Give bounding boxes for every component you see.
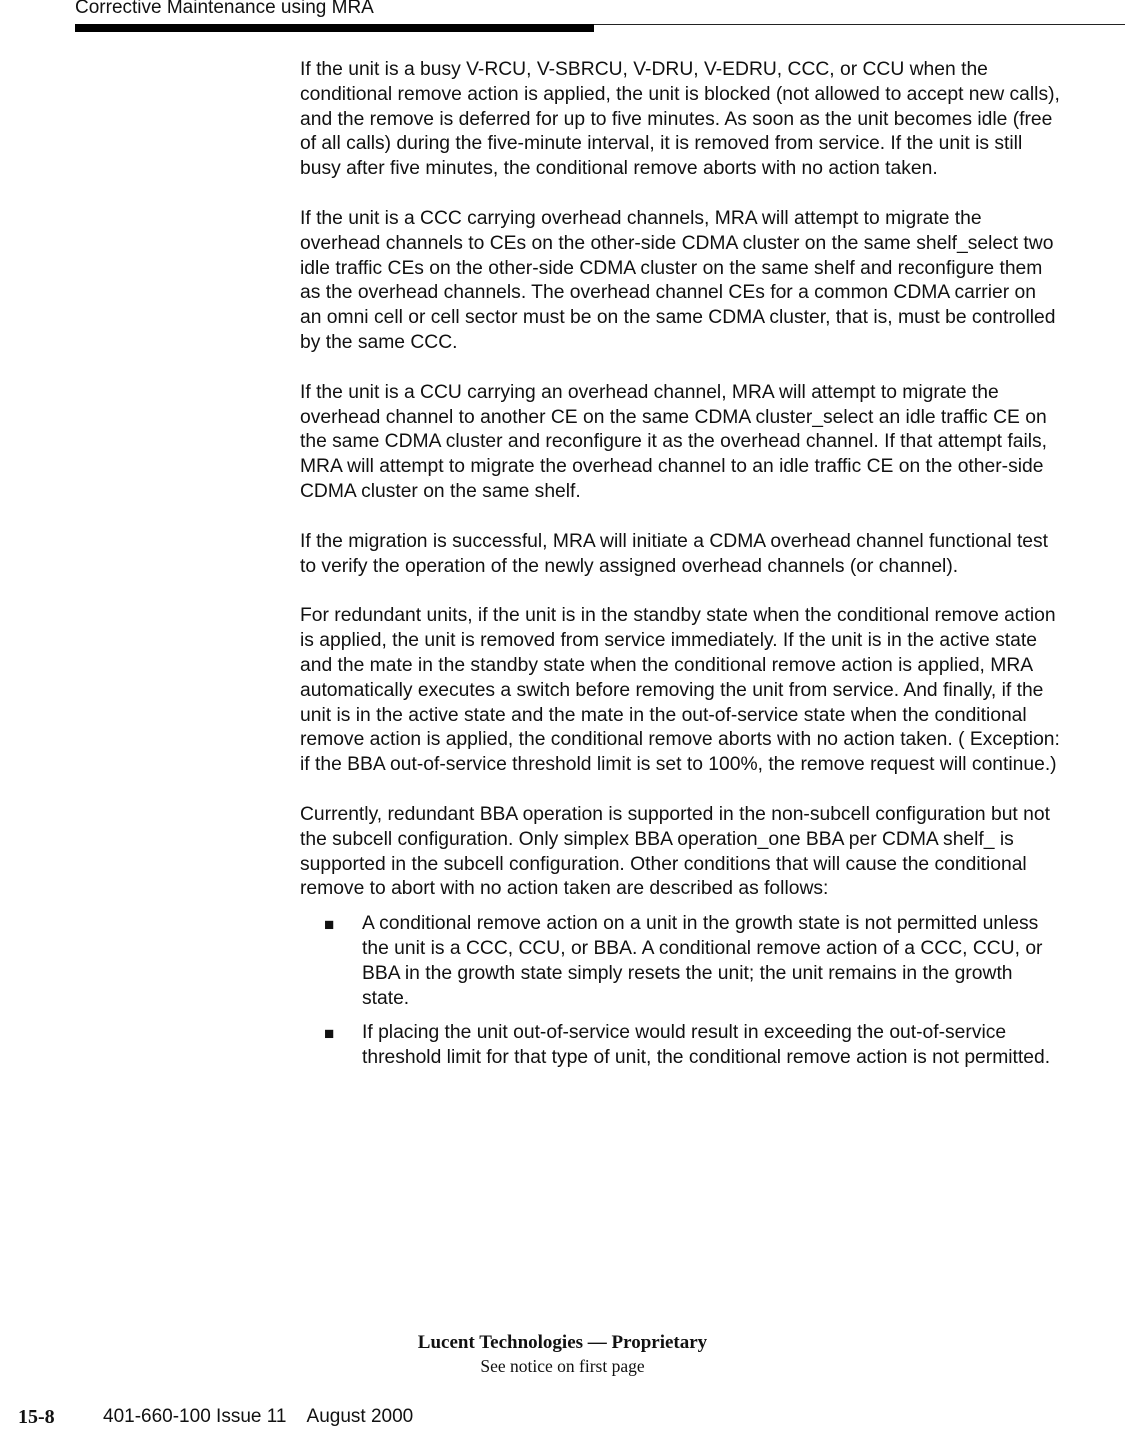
page-number: 15-8 [18, 1406, 55, 1428]
square-bullet-icon: ■ [324, 1024, 335, 1044]
footer-notice: See notice on first page [480, 1356, 645, 1376]
list-item [300, 912, 1060, 1011]
square-bullet-icon: ■ [324, 915, 335, 935]
bullet-list [300, 912, 1060, 1071]
paragraph: If the unit is a CCC carrying overhead channels, MRA will attempt to migrate the overhead channels to CEs on the other-side CDMA cluster on the same shelf_select two idle traffic CEs on the other-side CDMA cluster on the same shelf and reconfigure them as the overhead channels. The overhead channel CEs for a common CDMA carrier on an omni cell or cell sector must be on the same CDMA cluster, that is, must be controlled by the same CCC. [300, 207, 1056, 353]
list-item-text: If placing the unit out-of-service would result in exceeding the out-of-service threshold limit for that type of unit, the conditional remove action is not permitted. [362, 1022, 1051, 1069]
paragraph: If the migration is successful, MRA will initiate a CDMA overhead channel functional test to verify the operation of the newly assigned overhead channels (or channel). [300, 530, 1049, 577]
running-header: Corrective Maintenance using MRA [75, 0, 374, 18]
footer-company: Lucent Technologies — Proprietary [417, 1332, 708, 1353]
list-item [300, 1021, 1060, 1071]
paragraph: For redundant units, if the unit is in the standby state when the conditional remove action is applied, the unit is removed from service immediately. If the unit is in the active state and the mate in the standby state when the conditional remove action is applied, MRA automatically executes a switch before removing the unit from service. And finally, if the unit is in the active state and the mate in the out-of-service state when the conditional remove action is applied, the conditional remove aborts with no action taken. ( Exception: if the BBA out-of-service threshold limit is set to 100%, the remove request will continue.) [300, 605, 1060, 776]
body-text [300, 58, 1060, 1081]
paragraph: If the unit is a busy V-RCU, V-SBRCU, V-DRU, V-EDRU, CCC, or CCU when the conditional remove action is applied, the unit is blocked (not allowed to accept new calls), and the remove is deferred for up to five minutes. As soon as the unit becomes idle (free of all calls) during the five-minute interval, it is removed from service. If the unit is still busy after five minutes, the conditional remove aborts with no action taken. [300, 59, 1060, 180]
paragraph: If the unit is a CCU carrying an overhead channel, MRA will attempt to migrate the overhead channel to another CE on the same CDMA cluster_select an idle traffic CE on the same CDMA cluster and reconfigure it as the overhead channel. If that attempt fails, MRA will attempt to migrate the overhead channel to an idle traffic CE on the other-side CDMA cluster on the same shelf. [300, 381, 1048, 502]
document-id: 401-660-100 Issue 11 August 2000 [103, 1406, 414, 1427]
paragraph: Currently, redundant BBA operation is supported in the non-subcell configuration but not the subcell configuration. Only simplex BBA operation_one BBA per CDMA shelf_ is supported in the subcell configuration. Other conditions that will cause the conditional remove to abort with no action taken are described as follows: [300, 803, 1050, 900]
list-item-text: A conditional remove action on a unit in the growth state is not permitted unless the unit is a CCC, CCU, or BBA. A conditional remove action of a CCC, CCU, or BBA in the growth state simply resets the unit; the unit remains in the growth state. [362, 913, 1043, 1009]
footer [0, 1331, 1125, 1377]
header-rule-thick [75, 24, 594, 32]
